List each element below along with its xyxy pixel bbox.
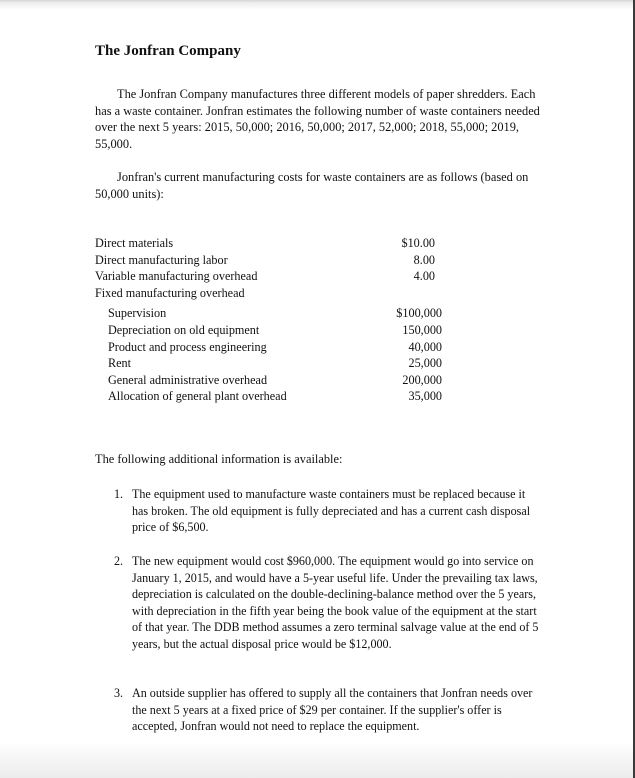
cost-amount: 200,000 <box>402 372 442 387</box>
intro-paragraph: The Jonfran Company manufactures three different models of paper shredders. Each has a waste container. Jonfran estimates the following number of waste containers needed over the next 5 years: 2015, 50,000; 2016, 50,000; 2017, 52,000; 2018, 55,000; 2019, 55,000. <box>95 87 540 152</box>
cost-label: Direct materials <box>95 236 174 250</box>
list-item <box>114 553 544 653</box>
cost-label: Allocation of general plant overhead <box>108 389 287 404</box>
additional-info-heading: The following additional information is available: <box>95 452 343 466</box>
cost-label: Rent <box>108 356 132 371</box>
list-item-number: 1. <box>114 487 124 501</box>
fixed-overhead-header <box>95 285 455 302</box>
fixed-cost-row <box>95 355 455 372</box>
cost-label: Product and process engineering <box>108 339 267 354</box>
cost-label: Supervision <box>108 306 167 321</box>
cost-table <box>95 235 455 405</box>
cost-amount: 25,000 <box>408 356 442 371</box>
costs-paragraph: Jonfran's current manufacturing costs for waste containers are as follows (based on 50,000 units): <box>95 170 529 201</box>
fixed-cost-row <box>95 339 455 356</box>
cost-label: Variable manufacturing overhead <box>95 269 258 284</box>
cost-amount: $100,000 <box>396 306 442 321</box>
cost-row <box>95 235 455 252</box>
fixed-cost-row <box>95 322 455 339</box>
fixed-cost-row <box>95 372 455 389</box>
list-item-text: An outside supplier has offered to supply all the containers that Jonfran needs over the next 5 years at a fixed price of $29 per container. If the supplier's offer is accepted, Jonfran would not need to replace the equipment. <box>132 686 533 734</box>
page-bottom-shadow <box>0 742 633 778</box>
cost-label: Direct manufacturing labor <box>95 252 228 267</box>
page-top-shadow <box>0 0 633 10</box>
list-item <box>114 685 544 735</box>
fixed-cost-row <box>95 305 455 322</box>
cost-label: Depreciation on old equipment <box>108 322 260 337</box>
list-item-number: 2. <box>114 554 124 568</box>
cost-row <box>95 268 455 285</box>
list-item-text: The new equipment would cost $960,000. The equipment would go into service on January 1, 2015, and would have a 5-year useful life. Under the prevailing tax laws, depreciation is calculated on the double-declining-balance method over the 5 years, with depreciation in the fifth year being the book value of the equipment at the start of that year. The DDB method assumes a zero terminal salvage value at the end of 5 years, but the actual disposal price would be $12,000. <box>132 554 539 651</box>
document-title: The Jonfran Company <box>95 43 241 59</box>
cost-amount: 4.00 <box>413 269 435 284</box>
cost-row <box>95 252 455 269</box>
fixed-overhead-label: Fixed manufacturing overhead <box>95 285 245 300</box>
fixed-cost-row <box>95 388 455 405</box>
cost-amount: 8.00 <box>413 252 435 267</box>
cost-amount: 40,000 <box>408 339 442 354</box>
list-item <box>114 486 544 536</box>
list-item-text: The equipment used to manufacture waste containers must be replaced because it has broken. The old equipment is fully depreciated and has a current cash disposal price of $6,500. <box>132 487 531 535</box>
cost-amount: $10.00 <box>401 236 435 250</box>
cost-amount: 150,000 <box>402 322 442 337</box>
list-item-number: 3. <box>114 686 124 700</box>
cost-label: General administrative overhead <box>108 372 268 387</box>
cost-amount: 35,000 <box>408 389 442 404</box>
